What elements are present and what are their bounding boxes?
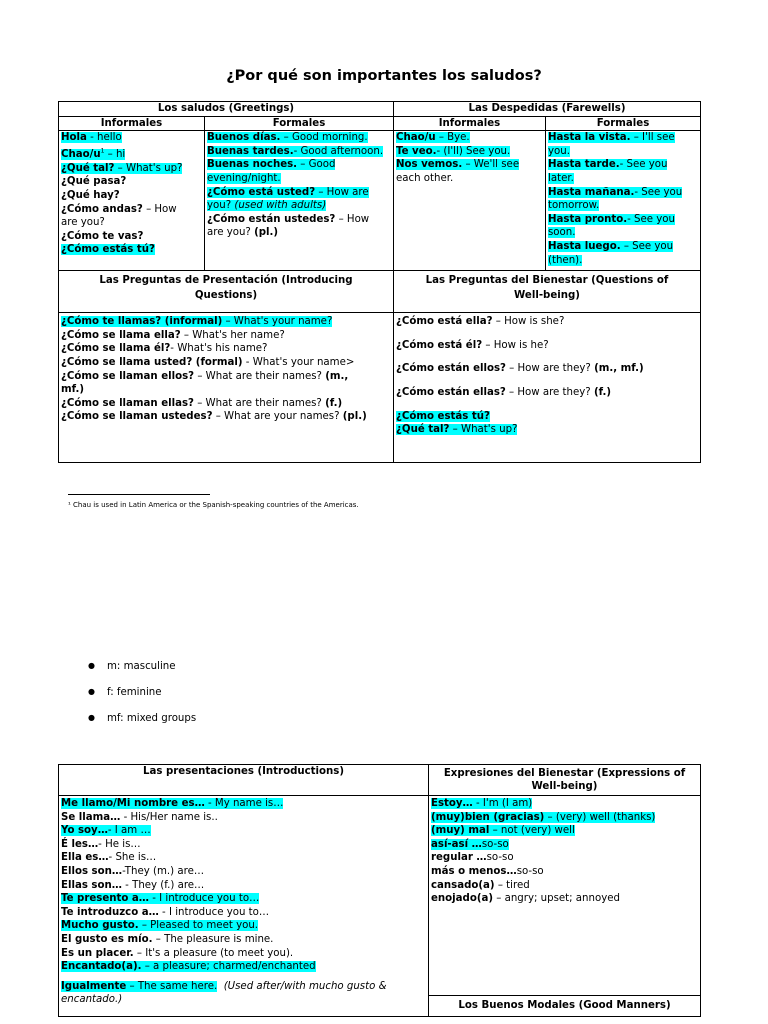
translation: - What's his name? bbox=[170, 343, 268, 355]
presentacion-header: Las Preguntas de Presentación (Introducing Questions) bbox=[59, 271, 394, 313]
term: enojado(a) bbox=[431, 893, 494, 905]
translation: – (very) well (thanks) bbox=[544, 811, 656, 823]
translation: – How bbox=[142, 203, 177, 215]
translation: (then). bbox=[548, 254, 583, 266]
translation: – See you bbox=[620, 240, 674, 252]
gender-legend bbox=[88, 661, 196, 739]
term: ¿Cómo andas? bbox=[61, 203, 143, 215]
expresiones-header: Expresiones del Bienestar (Expressions of Well-being) bbox=[429, 765, 701, 796]
list-item bbox=[61, 230, 202, 244]
term: Yo soy… bbox=[61, 825, 108, 837]
term: Hola bbox=[61, 132, 87, 144]
term: Estoy… bbox=[431, 798, 473, 809]
term: ¿Cómo se llama ella? bbox=[61, 329, 181, 341]
term: Chao/u bbox=[396, 132, 436, 144]
translation: evening/night. bbox=[207, 172, 281, 184]
presentaciones-header: Las presentaciones (Introductions) bbox=[59, 765, 429, 796]
translation: – How are they? bbox=[505, 363, 595, 375]
igualmente-term: Igualmente bbox=[61, 980, 127, 992]
translation: - See you bbox=[619, 159, 668, 171]
term: Nos vemos. bbox=[396, 159, 463, 171]
translation: you? bbox=[207, 200, 235, 212]
translation: soon. bbox=[548, 227, 576, 239]
term: ¿Cómo está ella? bbox=[396, 316, 493, 328]
grammar-tag: (m., bbox=[325, 370, 349, 382]
term: (muy) mal bbox=[431, 825, 490, 837]
list-item bbox=[61, 824, 426, 838]
footnote-rule bbox=[68, 494, 210, 495]
list-item bbox=[207, 186, 391, 200]
list-item bbox=[61, 189, 202, 203]
term: ¿Qué hay? bbox=[61, 189, 120, 201]
translation: – a pleasure; charmed/enchanted bbox=[141, 961, 316, 973]
translation: - See you bbox=[627, 213, 675, 225]
list-item bbox=[548, 240, 698, 254]
term: ¿Cómo te llamas? (informal) bbox=[61, 316, 223, 328]
translation: – What's up? bbox=[449, 424, 518, 436]
translation: – How are they? bbox=[505, 386, 594, 398]
term: Hasta tarde. bbox=[548, 159, 620, 171]
term: Ella es… bbox=[61, 852, 109, 864]
list-item bbox=[61, 865, 426, 879]
term: ¿Cómo te vas? bbox=[61, 230, 144, 242]
list-item bbox=[396, 315, 698, 329]
list-item bbox=[61, 811, 426, 825]
list-item bbox=[207, 226, 391, 240]
term: Se llama… bbox=[61, 811, 121, 823]
term: ¿Cómo estás tú? bbox=[61, 244, 155, 256]
translation: – What are their names? bbox=[193, 397, 326, 409]
term: ¿Cómo se llama usted? (formal) bbox=[61, 356, 243, 368]
term: Te introduzco a… bbox=[61, 906, 159, 918]
list-item bbox=[431, 892, 698, 906]
translation: you. bbox=[548, 145, 570, 157]
term: Buenas tardes. bbox=[207, 145, 294, 157]
list-item bbox=[207, 145, 391, 159]
term: mf.) bbox=[61, 384, 85, 396]
translation: - I'm (I am) bbox=[472, 798, 533, 809]
bullet-masculine: ● m: masculine bbox=[88, 661, 196, 687]
list-item bbox=[61, 919, 426, 933]
modales-header: Los Buenos Modales (Good Manners) bbox=[429, 996, 701, 1017]
presentaciones-list bbox=[61, 797, 426, 974]
term: ¿Cómo están ellos? bbox=[396, 363, 506, 375]
translation: - They (f.) are… bbox=[121, 879, 205, 891]
saludos-formales-header: Formales bbox=[205, 116, 394, 131]
list-item bbox=[61, 383, 391, 397]
list-item bbox=[548, 131, 698, 145]
grammar-tag: (f.) bbox=[325, 397, 343, 409]
list-item bbox=[207, 131, 391, 145]
translation: - I introduce you to… bbox=[158, 906, 270, 918]
list-item bbox=[61, 933, 426, 947]
igualmente-line bbox=[61, 980, 426, 994]
translation: – How is she? bbox=[492, 316, 565, 328]
list-item bbox=[61, 329, 391, 343]
list-item bbox=[61, 906, 426, 920]
translation: later. bbox=[548, 172, 574, 184]
grammar-tag: (pl.) bbox=[254, 227, 279, 239]
term: ¿Qué pasa? bbox=[61, 176, 127, 188]
term: ¿Cómo se llaman ellos? bbox=[61, 370, 195, 382]
igualmente-note: (Used after/with mucho gusto & bbox=[223, 980, 387, 992]
list-item bbox=[61, 216, 202, 230]
page-title: ¿Por qué son importantes los saludos? bbox=[226, 68, 542, 84]
list-item bbox=[61, 879, 426, 893]
list-item bbox=[61, 960, 426, 974]
list-item bbox=[396, 172, 543, 186]
translation: - See you bbox=[634, 186, 683, 198]
translation: – How are bbox=[315, 186, 369, 198]
translation: tomorrow. bbox=[548, 200, 600, 212]
translation: – It's a pleasure (to meet you). bbox=[133, 947, 294, 959]
translation: so-so bbox=[481, 838, 509, 850]
term: ¿Cómo está usted? bbox=[207, 186, 316, 198]
term: Me llamo/Mi nombre es… bbox=[61, 798, 205, 809]
list-item bbox=[431, 824, 698, 838]
translation: each other. bbox=[396, 172, 454, 184]
list-item bbox=[396, 145, 543, 159]
list-item bbox=[548, 226, 698, 240]
term: (muy)bien (gracias) bbox=[431, 811, 545, 823]
translation: – Pleased to meet you. bbox=[138, 920, 259, 932]
translation: – angry; upset; annoyed bbox=[493, 893, 620, 905]
translation: – What are their names? bbox=[194, 370, 326, 382]
list-item bbox=[548, 199, 698, 213]
translation: - She is… bbox=[108, 852, 157, 864]
igualmente-note-cont: encantado.) bbox=[61, 994, 123, 1006]
list-item bbox=[61, 315, 391, 329]
expresiones-cell bbox=[429, 796, 701, 996]
despedidas-informales-cell bbox=[394, 131, 546, 271]
term: así-así … bbox=[431, 838, 482, 850]
term: ¿Cómo están ustedes? bbox=[207, 213, 336, 225]
translation: – What's her name? bbox=[180, 329, 285, 341]
translation: - I am … bbox=[107, 825, 151, 837]
bienestar-tail bbox=[396, 410, 698, 437]
footnote-marker: 1 bbox=[100, 147, 105, 155]
translation: – What are your names? bbox=[212, 411, 343, 423]
term: Hasta luego. bbox=[548, 240, 621, 252]
translation: - What's your name> bbox=[242, 356, 355, 368]
term: ¿Qué tal? bbox=[396, 424, 450, 436]
saludos-formales-cell bbox=[205, 131, 394, 271]
bienestar-cell bbox=[394, 313, 701, 463]
translation: – not (very) well bbox=[489, 825, 575, 837]
list-item bbox=[207, 199, 391, 213]
list-item bbox=[396, 410, 698, 424]
greetings-table bbox=[58, 101, 701, 463]
saludos-header: Los saludos (Greetings) bbox=[59, 102, 394, 117]
introductions-table bbox=[58, 764, 701, 1017]
term: Chao/u bbox=[61, 149, 101, 161]
term: Hasta la vista. bbox=[548, 132, 631, 144]
list-item bbox=[431, 865, 698, 879]
list-item bbox=[431, 879, 698, 893]
list-item bbox=[61, 410, 391, 424]
igualmente-translation: – The same here. bbox=[126, 980, 218, 992]
presentacion-cell bbox=[59, 313, 394, 463]
term: Buenos días. bbox=[207, 132, 281, 144]
presentaciones-cell bbox=[59, 796, 429, 1017]
list-item bbox=[548, 213, 698, 227]
term: Es un placer. bbox=[61, 947, 134, 959]
list-item bbox=[548, 172, 698, 186]
translation: – Bye. bbox=[435, 132, 470, 144]
list-item bbox=[61, 370, 391, 384]
bullet-mixed: ● mf: mixed groups bbox=[88, 713, 196, 739]
translation: - Good afternoon. bbox=[293, 145, 384, 157]
list-item bbox=[431, 838, 698, 852]
translation: so-so bbox=[486, 852, 514, 864]
list-item bbox=[61, 175, 202, 189]
term: É les… bbox=[61, 838, 99, 850]
saludos-informales-cell bbox=[59, 131, 205, 271]
list-item bbox=[396, 423, 698, 437]
despedidas-informales-header: Informales bbox=[394, 116, 546, 131]
list-item bbox=[61, 342, 391, 356]
term: Hasta pronto. bbox=[548, 213, 628, 225]
term: El gusto es mío. bbox=[61, 933, 153, 945]
list-item bbox=[396, 131, 543, 145]
translation: so-so bbox=[516, 865, 544, 877]
term: Buenas noches. bbox=[207, 159, 298, 171]
list-item bbox=[431, 811, 698, 825]
translation: – How bbox=[335, 213, 370, 225]
translation: - He is… bbox=[98, 838, 141, 850]
term: cansado(a) bbox=[431, 879, 495, 891]
list-item bbox=[61, 851, 426, 865]
list-item bbox=[61, 838, 426, 852]
list-item bbox=[61, 203, 202, 217]
list-item bbox=[396, 386, 698, 400]
list-item bbox=[431, 797, 698, 811]
list-item bbox=[396, 362, 698, 376]
translation: - My name is… bbox=[204, 798, 284, 809]
list-item bbox=[548, 145, 698, 159]
list-item bbox=[207, 172, 391, 186]
translation: – Good morning. bbox=[280, 132, 368, 144]
translation: – We'll see bbox=[462, 159, 520, 171]
list-item bbox=[207, 213, 391, 227]
usage-note: (used with adults) bbox=[234, 200, 327, 212]
term: Encantado(a). bbox=[61, 961, 142, 973]
translation: - His/Her name is.. bbox=[120, 811, 218, 823]
term: Ellos son… bbox=[61, 865, 123, 877]
list-item bbox=[61, 145, 202, 162]
saludos-informales-header: Informales bbox=[59, 116, 205, 131]
list-item bbox=[61, 162, 202, 176]
grammar-tag: (m., mf.) bbox=[594, 363, 644, 375]
list-item bbox=[61, 892, 426, 906]
grammar-tag: (f.) bbox=[593, 386, 612, 398]
translation: – hi bbox=[104, 149, 126, 161]
translation: – Good bbox=[297, 159, 336, 171]
term: regular … bbox=[431, 852, 487, 864]
term: Te presento a… bbox=[61, 893, 149, 905]
list-item bbox=[61, 243, 202, 257]
term: ¿Cómo está él? bbox=[396, 339, 483, 351]
list-item bbox=[548, 254, 698, 268]
term: ¿Qué tal? bbox=[61, 162, 115, 174]
despedidas-formales-header: Formales bbox=[546, 116, 701, 131]
term: más o menos… bbox=[431, 865, 517, 877]
bullet-feminine: ● f: feminine bbox=[88, 687, 196, 713]
term: ¿Cómo se llaman ellas? bbox=[61, 397, 194, 409]
bienestar-list bbox=[396, 315, 698, 399]
list-item bbox=[61, 131, 202, 145]
footnote: ¹ Chau is used in Latin America or the Spanish-speaking countries of the Americas. bbox=[68, 501, 359, 509]
translation: are you? bbox=[61, 217, 105, 229]
bienestar-header: Las Preguntas del Bienestar (Questions of Well-being) bbox=[394, 271, 701, 313]
list-item bbox=[396, 339, 698, 353]
term: ¿Cómo se llama él? bbox=[61, 343, 171, 355]
term: ¿Cómo están ellas? bbox=[396, 386, 506, 398]
translation: - I introduce you to… bbox=[148, 893, 260, 905]
list-item bbox=[61, 797, 426, 811]
grammar-tag: (pl.) bbox=[342, 411, 367, 423]
translation: – What's your name? bbox=[222, 316, 333, 328]
list-item bbox=[61, 397, 391, 411]
term: Hasta mañana. bbox=[548, 186, 635, 198]
term: ¿Cómo se llaman ustedes? bbox=[61, 411, 213, 423]
translation: - hello bbox=[86, 132, 122, 144]
translation: - (I'll) See you. bbox=[436, 145, 511, 157]
translation: are you? bbox=[207, 227, 255, 239]
term: ¿Cómo estás tú? bbox=[396, 410, 490, 422]
translation: – I'll see bbox=[630, 132, 675, 144]
despedidas-formales-cell bbox=[546, 131, 701, 271]
term: Te veo. bbox=[396, 145, 437, 157]
list-item bbox=[548, 186, 698, 200]
term: Ellas son… bbox=[61, 879, 122, 891]
despedidas-header: Las Despedidas (Farewells) bbox=[394, 102, 701, 117]
list-item bbox=[207, 158, 391, 172]
list-item bbox=[61, 947, 426, 961]
term: Mucho gusto. bbox=[61, 920, 139, 932]
translation: -They (m.) are… bbox=[122, 865, 205, 877]
translation: – tired bbox=[494, 879, 530, 891]
list-item bbox=[61, 356, 391, 370]
list-item bbox=[548, 158, 698, 172]
translation: – What's up? bbox=[114, 162, 183, 174]
translation: – How is he? bbox=[482, 339, 549, 351]
list-item bbox=[431, 851, 698, 865]
list-item bbox=[396, 158, 543, 172]
translation: – The pleasure is mine. bbox=[152, 933, 274, 945]
